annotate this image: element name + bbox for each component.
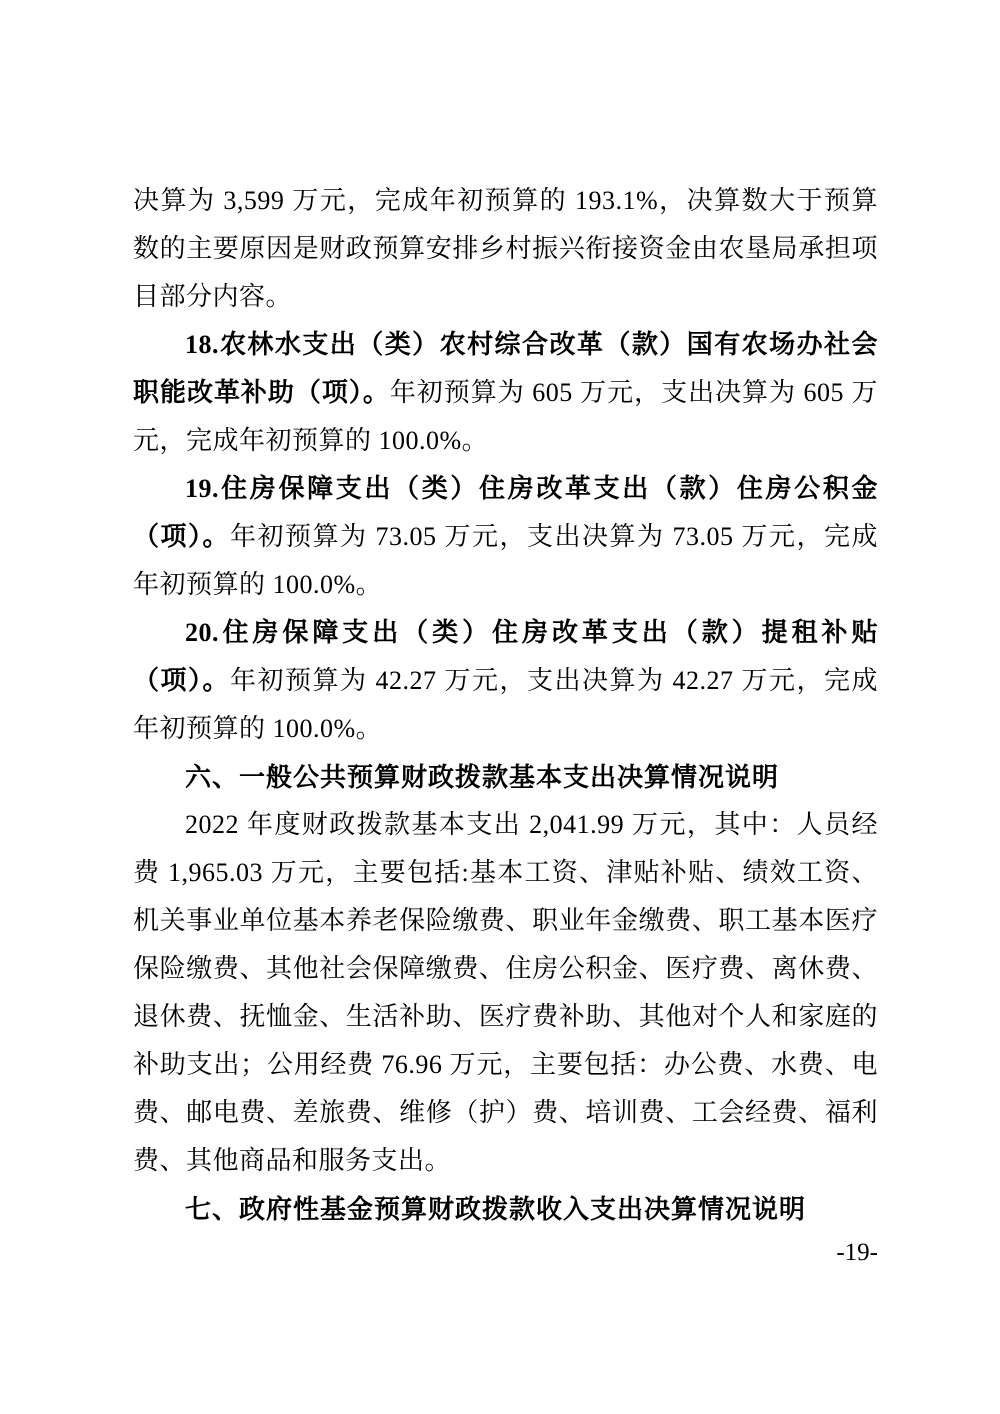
paragraph-section-six-body: 2022 年度财政拨款基本支出 2,041.99 万元，其中：人员经费 1,965.03 万元，主要包括:基本工资、津贴补贴、绩效工资、机关事业单位基本养老保险缴费、职业年金缴费、职工基本医疗保险缴费、其他社会保障缴费、住房公积金、医疗费、离休费、退休费、抚恤金、生活补助、医疗费补助、其他对个人和家庭的补助支出；公用经费 76.96 万元，主要包括：办公费、水费、电费、邮电费、差旅费、维修（护）费、培训费、工会经费、福利费、其他商品和服务支出。: [133, 810, 878, 1175]
document-body: [133, 177, 878, 1233]
paragraph-item-18: [133, 321, 878, 465]
section-heading-seven: 七、政府性基金预算财政拨款收入支出决算情况说明: [185, 1194, 807, 1224]
item-19-title: 19.住房保障支出（类）住房改革支出（款）住房公积金（项）。: [133, 474, 878, 551]
item-19-body: 年初预算为 73.05 万元，支出决算为 73.05 万元，完成年初预算的 100.0%。: [133, 522, 878, 599]
section-heading-six: 六、一般公共预算财政拨款基本支出决算情况说明: [185, 762, 780, 792]
item-18-body: 年初预算为 605 万元，支出决算为 605 万元，完成年初预算的 100.0%。: [133, 378, 878, 455]
paragraph-continuation: 决算为 3,599 万元，完成年初预算的 193.1%，决算数大于预算数的主要原因是财政预算安排乡村振兴衔接资金由农垦局承担项目部分内容。: [133, 186, 878, 311]
paragraph-item-20: [133, 609, 878, 753]
paragraph-item-19: [133, 465, 878, 609]
page-number: -19-: [836, 1239, 878, 1266]
item-20-body: 年初预算为 42.27 万元，支出决算为 42.27 万元，完成年初预算的 100.0%。: [133, 666, 878, 743]
item-20-title: 20.住房保障支出（类）住房改革支出（款）提租补贴（项）。: [133, 618, 878, 695]
item-18-title: 18.农林水支出（类）农村综合改革（款）国有农场办社会职能改革补助（项）。: [133, 330, 878, 407]
